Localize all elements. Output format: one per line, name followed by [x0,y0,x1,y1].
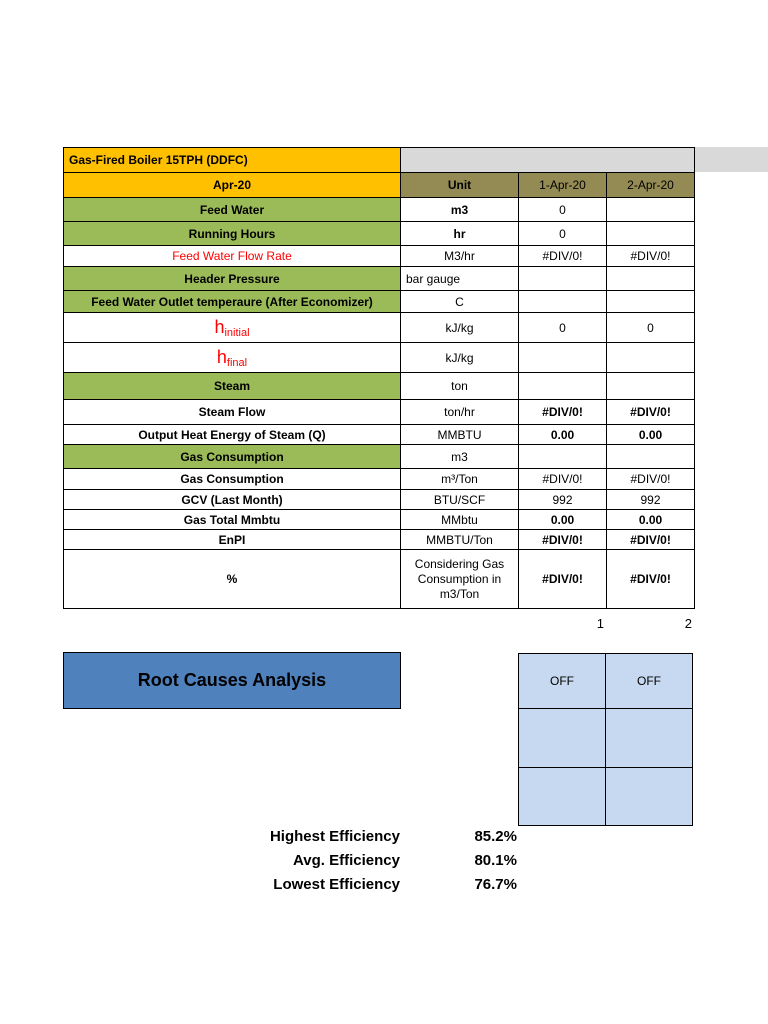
row-unit: kJ/kg [401,313,519,343]
row-unit: Considering Gas Consumption in m3/Ton [401,550,519,609]
row-unit: BTU/SCF [401,490,519,510]
row-label: Feed Water Flow Rate [64,246,401,267]
column-number-1: 1 [596,616,604,631]
row-value-1[interactable]: 992 [519,490,607,510]
date-header-2: 2-Apr-20 [607,173,695,198]
grid-cell[interactable] [606,709,693,768]
row-value-2[interactable]: #DIV/0! [607,246,695,267]
row-unit: hr [401,222,519,246]
row-value-2[interactable] [607,222,695,246]
row-label: Feed Water [64,198,401,222]
row-unit: MMbtu [401,510,519,530]
row-value-2[interactable] [607,445,695,469]
row-unit: bar gauge [401,267,519,291]
row-label: Running Hours [64,222,401,246]
row-value-2[interactable] [607,343,695,373]
row-label: Steam Flow [64,400,401,425]
row-value-1[interactable]: 0 [519,198,607,222]
boiler-data-table [63,147,695,609]
row-value-2[interactable]: 0.00 [607,425,695,445]
row-label: Header Pressure [64,267,401,291]
lowest-efficiency-value: 76.7% [474,876,517,893]
highest-efficiency-value: 85.2% [474,828,517,845]
row-unit: kJ/kg [401,343,519,373]
row-value-1[interactable]: #DIV/0! [519,530,607,550]
avg-efficiency-label: Avg. Efficiency [293,852,400,869]
highest-efficiency-label: Highest Efficiency [269,828,400,845]
row-value-2[interactable] [607,267,695,291]
grid-cell[interactable]: OFF [519,654,606,709]
column-number-2: 2 [684,616,692,631]
row-label: Gas Consumption [64,445,401,469]
title-empty-cell [401,148,695,173]
row-unit: ton [401,373,519,400]
root-causes-header: Root Causes Analysis [63,652,401,709]
row-value-2[interactable] [607,373,695,400]
row-value-1[interactable]: 0 [519,222,607,246]
row-value-2[interactable]: 0.00 [607,510,695,530]
row-unit: ton/hr [401,400,519,425]
row-value-1[interactable]: #DIV/0! [519,550,607,609]
row-value-1[interactable] [519,445,607,469]
row-value-1[interactable] [519,291,607,313]
row-value-1[interactable]: #DIV/0! [519,469,607,490]
row-value-1[interactable] [519,343,607,373]
unit-header: Unit [401,173,519,198]
row-unit: C [401,291,519,313]
row-unit: m3 [401,445,519,469]
row-label: EnPI [64,530,401,550]
grid-cell[interactable] [519,768,606,826]
row-value-2[interactable] [607,291,695,313]
h-symbol: $h_{final}$ [216,346,248,369]
grid-cell[interactable] [519,709,606,768]
period-header: Apr-20 [64,173,401,198]
row-value-2[interactable]: #DIV/0! [607,550,695,609]
row-value-1[interactable]: 0.00 [519,510,607,530]
h-initial-label [64,313,401,343]
row-value-1[interactable]: 0.00 [519,425,607,445]
row-label: Gas Consumption [64,469,401,490]
sheet-title: Gas-Fired Boiler 15TPH (DDFC) [64,148,401,173]
h-symbol: $h_{initial}$ [214,316,250,339]
row-value-1[interactable]: #DIV/0! [519,400,607,425]
row-value-2[interactable]: #DIV/0! [607,469,695,490]
percent-label: % [64,550,401,609]
row-label: GCV (Last Month) [64,490,401,510]
row-unit: m³/Ton [401,469,519,490]
h-final-label [64,343,401,373]
grid-cell[interactable] [606,768,693,826]
row-value-2[interactable]: 0 [607,313,695,343]
row-unit: m3 [401,198,519,222]
row-unit: MMBTU/Ton [401,530,519,550]
row-value-2[interactable]: #DIV/0! [607,400,695,425]
row-value-1[interactable] [519,267,607,291]
row-label: Gas Total Mmbtu [64,510,401,530]
row-value-1[interactable]: #DIV/0! [519,246,607,267]
row-label: Steam [64,373,401,400]
row-label: Feed Water Outlet temperaure (After Economizer) [64,291,401,313]
row-value-2[interactable]: #DIV/0! [607,530,695,550]
row-value-1[interactable]: 0 [519,313,607,343]
grid-cell[interactable]: OFF [606,654,693,709]
root-causes-grid [518,653,693,826]
row-label: Output Heat Energy of Steam (Q) [64,425,401,445]
date-header-1: 1-Apr-20 [519,173,607,198]
row-value-1[interactable] [519,373,607,400]
avg-efficiency-value: 80.1% [474,852,517,869]
row-unit: M3/hr [401,246,519,267]
lowest-efficiency-label: Lowest Efficiency [273,876,400,893]
row-value-2[interactable] [607,198,695,222]
row-value-2[interactable]: 992 [607,490,695,510]
row-unit: MMBTU [401,425,519,445]
